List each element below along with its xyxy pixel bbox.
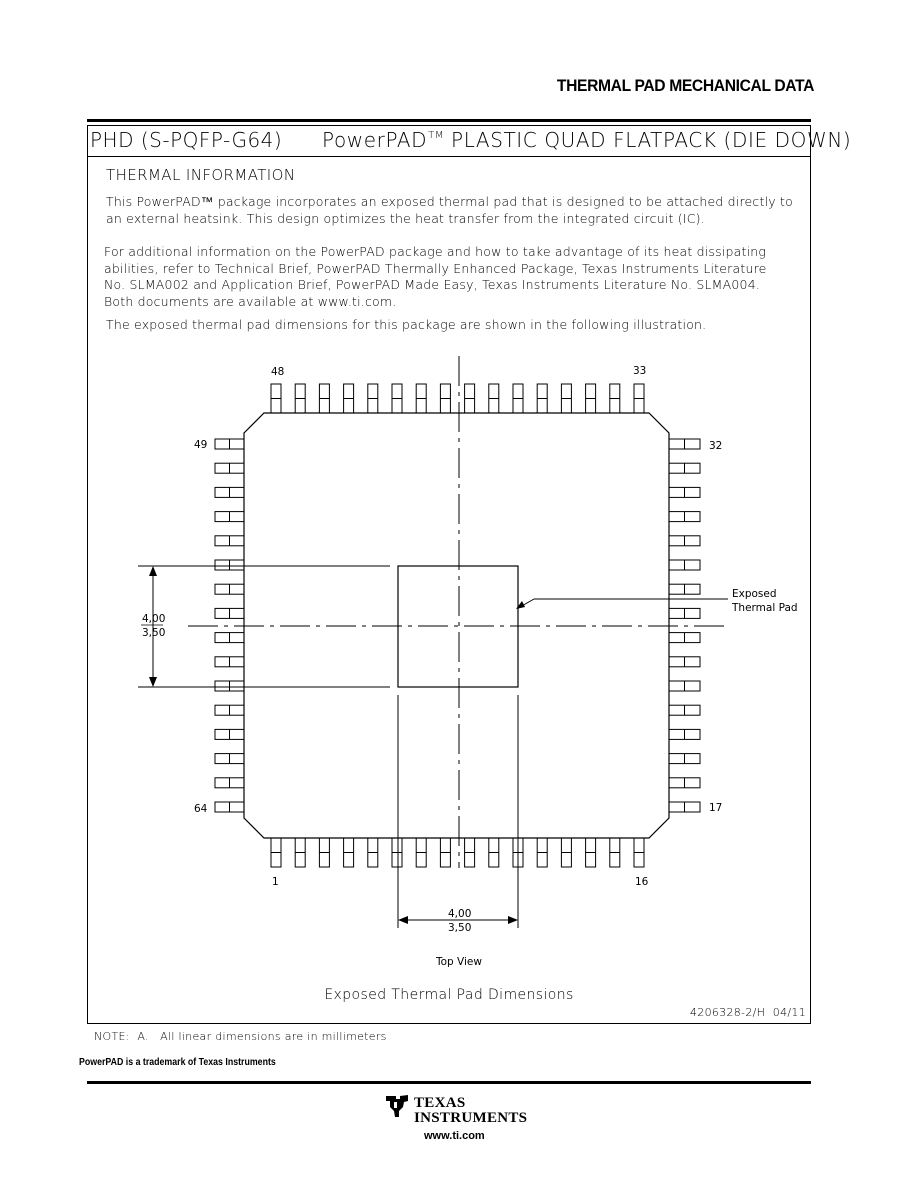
section-heading: THERMAL INFORMATION xyxy=(106,166,296,184)
pad-label-line1: Exposed xyxy=(732,588,777,600)
package-drawing xyxy=(88,340,810,1020)
leader-arrowhead xyxy=(516,601,525,609)
package-name: PowerPAD xyxy=(322,128,428,152)
page-header-title: THERMAL PAD MECHANICAL DATA xyxy=(556,76,814,95)
pin-label-1: 1 xyxy=(272,876,279,888)
ti-logo-text-line2: INSTRUMENTS xyxy=(414,1110,528,1126)
dimension-max-vertical: 4,00 xyxy=(142,613,166,625)
paragraph-line: an external heatsink. This design optimizes the heat transfer from the integrated circuit (IC). xyxy=(106,210,705,226)
package-code: PHD (S-PQFP-G64) xyxy=(90,128,283,152)
paragraph-line: Both documents are available at www.ti.com. xyxy=(104,293,397,309)
package-title xyxy=(322,128,851,152)
package-description: PLASTIC QUAD FLATPACK (DIE DOWN) xyxy=(451,128,852,152)
paragraph-intro xyxy=(106,194,796,227)
pad-label-line2: Thermal Pad xyxy=(732,602,798,614)
arrowhead-right xyxy=(508,916,518,924)
header-rule xyxy=(87,119,811,122)
figure-caption: Exposed Thermal Pad Dimensions xyxy=(324,987,574,1003)
note-text: NOTE: A. All linear dimensions are in millimeters xyxy=(94,1030,387,1043)
paragraph-references xyxy=(104,244,794,310)
paragraph-line: abilities, refer to Technical Brief, PowerPAD Thermally Enhanced Package, Texas Instruments Literature xyxy=(104,260,767,276)
tm-mark: TM xyxy=(428,130,445,141)
pin-label-49: 49 xyxy=(194,439,208,451)
trademark-notice: PowerPAD is a trademark of Texas Instruments xyxy=(79,1057,276,1068)
arrowhead-up xyxy=(149,566,157,576)
pin-label-17: 17 xyxy=(709,802,723,814)
paragraph-line: No. SLMA002 and Application Brief, PowerPAD Made Easy, Texas Instruments Literature No. SLMA004. xyxy=(104,277,761,292)
pin-label-33: 33 xyxy=(633,365,647,377)
arrowhead-down xyxy=(149,677,157,687)
paragraph-illustration-intro: The exposed thermal pad dimensions for this package are shown in the following illustration. xyxy=(106,317,707,332)
pin-label-32: 32 xyxy=(709,440,723,452)
arrowhead-left xyxy=(398,916,408,924)
view-label: Top View xyxy=(436,956,482,968)
paragraph-line: This PowerPAD™ package incorporates an exposed thermal pad that is designed to be attached directly to xyxy=(106,194,793,209)
dimension-max-horizontal: 4,00 xyxy=(448,908,472,920)
ti-logo-text-line1: TEXAS xyxy=(414,1095,466,1111)
pin-label-64: 64 xyxy=(194,803,208,815)
dimension-min-vertical: 3,50 xyxy=(142,627,166,639)
frame-title-divider xyxy=(88,156,810,157)
footer-rule xyxy=(87,1081,811,1084)
pin-label-16: 16 xyxy=(635,876,649,888)
paragraph-line: For additional information on the PowerPAD package and how to take advantage of its heat dissipating xyxy=(104,244,767,259)
ti-logo-icon xyxy=(384,1093,412,1119)
dimension-min-horizontal: 3,50 xyxy=(448,922,472,934)
document-number: 4206328-2/H 04/11 xyxy=(689,1006,806,1019)
pin-label-48: 48 xyxy=(271,366,285,378)
footer-url[interactable]: www.ti.com xyxy=(424,1130,485,1142)
